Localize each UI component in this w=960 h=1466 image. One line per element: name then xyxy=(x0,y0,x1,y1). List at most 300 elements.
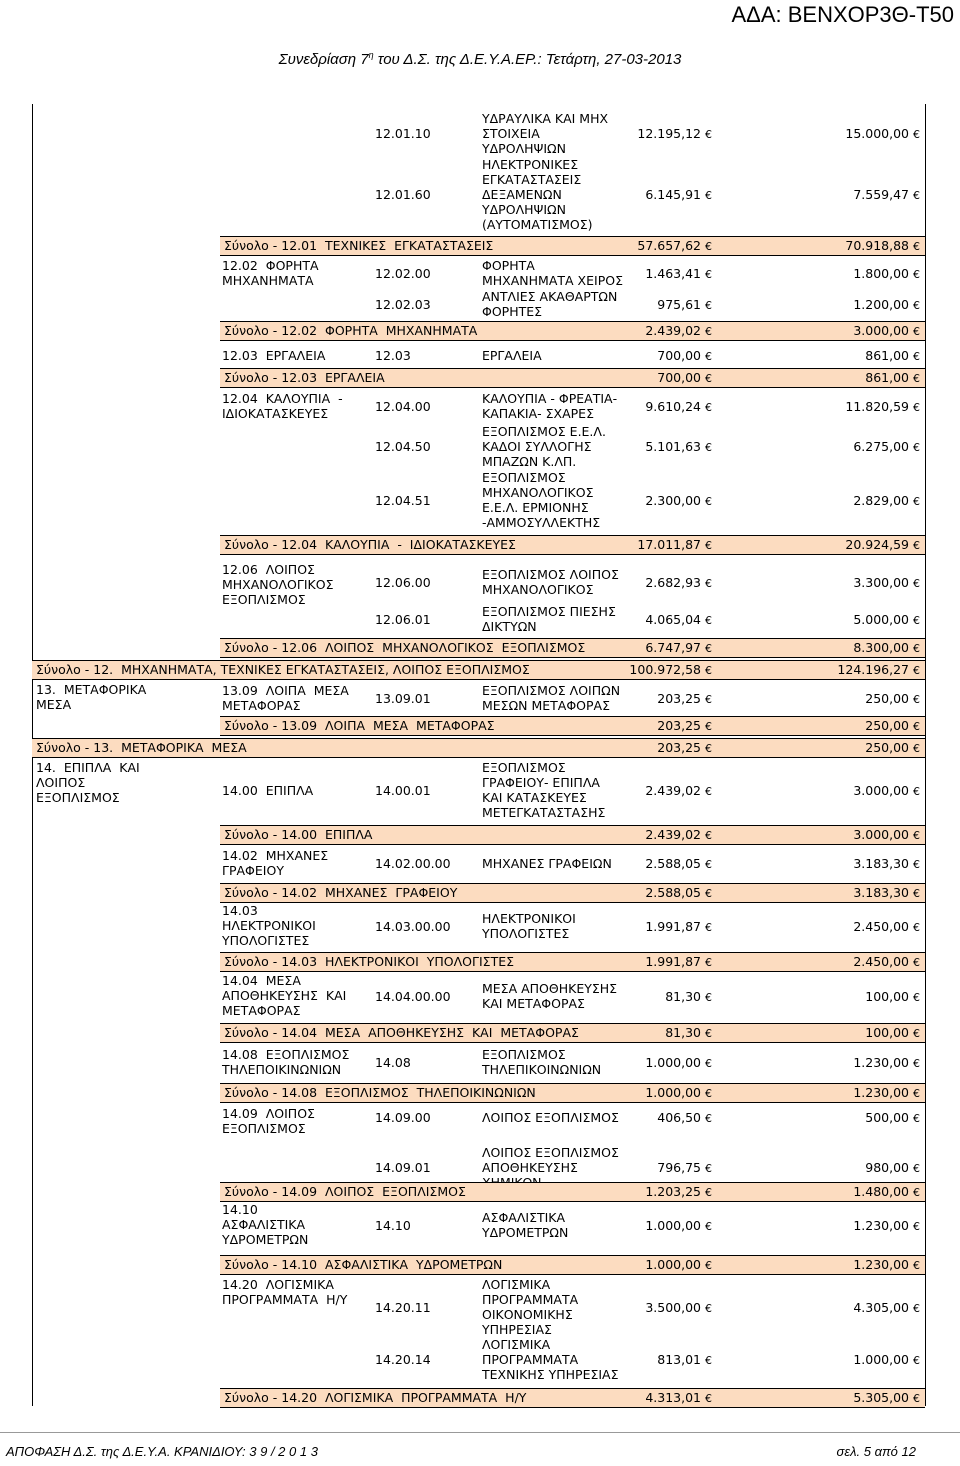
account-description: ΚΑΛΟΥΠΙΑ - ΦΡΕΑΤΙΑ- ΚΑΠΑΚΙΑ- ΣΧΑΡΕΣ xyxy=(482,391,618,421)
amount-estimate xyxy=(592,1300,712,1316)
total-label: Σύνολο - 12.01 ΤΕΧΝΙΚΕΣ ΕΓΚΑΤΑΣΤΑΣΕΙΣ xyxy=(224,238,494,253)
amount-estimate-value: 3.500,00 xyxy=(645,1299,701,1315)
total-label: Σύνολο - 14.20 ΛΟΓΙΣΜΙΚΑ ΠΡΟΓΡΑΜΜΑΤΑ Η/Υ xyxy=(224,1390,527,1405)
euro-sign-icon: € xyxy=(705,324,712,338)
total-amount-budget-value: 20.924,59 xyxy=(845,536,909,552)
total-amount-estimate xyxy=(592,537,712,553)
account-code: 12.04.00 xyxy=(375,398,431,414)
total-amount-estimate-value: 17.011,87 xyxy=(637,536,701,552)
euro-sign-icon: € xyxy=(913,1353,920,1367)
total-amount-budget xyxy=(800,827,920,843)
main-category: 14. ΕΠΙΠΛΑ ΚΑΙ ΛΟΙΠΟΣ ΕΞΟΠΛΙΣΜΟΣ xyxy=(36,760,140,805)
total-amount-budget xyxy=(800,238,920,254)
euro-sign-icon: € xyxy=(705,1219,712,1233)
total-amount-estimate xyxy=(592,1085,712,1101)
total-amount-budget-value: 5.305,00 xyxy=(853,1389,909,1405)
amount-estimate xyxy=(592,266,712,282)
total-amount-budget-value: 3.183,30 xyxy=(853,884,909,900)
euro-sign-icon: € xyxy=(913,1185,920,1199)
euro-sign-icon: € xyxy=(913,613,920,627)
euro-sign-icon: € xyxy=(705,1056,712,1070)
amount-estimate-value: 1.000,00 xyxy=(645,1054,701,1070)
euro-sign-icon: € xyxy=(913,576,920,590)
total-label: Σύνολο - 14.08 ΕΞΟΠΛΙΣΜΟΣ ΤΗΛΕΠΟΙΚΙΝΩΝΙΩΝ xyxy=(224,1085,536,1100)
euro-sign-icon: € xyxy=(913,955,920,969)
euro-sign-icon: € xyxy=(705,400,712,414)
euro-sign-icon: € xyxy=(705,1161,712,1175)
amount-estimate xyxy=(592,1055,712,1071)
amount-estimate xyxy=(592,297,712,313)
euro-sign-icon: € xyxy=(913,324,920,338)
account-description: ΕΞΟΠΛΙΣΜΟΣ ΛΟΙΠΩΝ ΜΕΣΩΝ ΜΕΤΑΦΟΡΑΣ xyxy=(482,683,621,713)
total-amount-estimate-value: 2.439,02 xyxy=(645,322,701,338)
amount-estimate xyxy=(592,919,712,935)
total-amount-budget xyxy=(800,1025,920,1041)
euro-sign-icon: € xyxy=(913,298,920,312)
euro-sign-icon: € xyxy=(705,1086,712,1100)
amount-estimate xyxy=(592,439,712,455)
euro-sign-icon: € xyxy=(913,349,920,363)
total-amount-budget-value: 1.230,00 xyxy=(853,1256,909,1272)
amount-budget-value: 15.000,00 xyxy=(845,125,909,141)
total-amount-estimate xyxy=(592,323,712,339)
euro-sign-icon: € xyxy=(705,1353,712,1367)
euro-sign-icon: € xyxy=(705,886,712,900)
footer-divider xyxy=(0,1432,960,1433)
euro-sign-icon: € xyxy=(705,1391,712,1405)
euro-sign-icon: € xyxy=(705,188,712,202)
euro-sign-icon: € xyxy=(913,920,920,934)
total-amount-estimate-value: 1.000,00 xyxy=(645,1256,701,1272)
account-code: 12.06.01 xyxy=(375,611,431,627)
total-amount-budget xyxy=(800,640,920,656)
total-amount-estimate-value: 2.588,05 xyxy=(645,884,701,900)
euro-sign-icon: € xyxy=(705,1026,712,1040)
total-label: Σύνολο - 14.10 ΑΣΦΑΛΙΣΤΙΚΑ ΥΔΡΟΜΕΤΡΩΝ xyxy=(224,1257,503,1272)
amount-estimate-value: 1.000,00 xyxy=(645,1217,701,1233)
group-category: 14.02 ΜΗΧΑΝΕΣ ΓΡΑΦΕΙΟΥ xyxy=(222,848,329,878)
amount-budget xyxy=(800,691,920,707)
euro-sign-icon: € xyxy=(705,440,712,454)
account-code: 14.04.00.00 xyxy=(375,988,451,1004)
total-amount-budget xyxy=(800,537,920,553)
footer-decision: ΑΠΟΦΑΣΗ Δ.Σ. της Δ.Ε.Υ.Α. ΚΡΑΝΙΔΙΟΥ: 3 9 / 2 0 1 3 xyxy=(6,1444,318,1459)
amount-estimate xyxy=(592,856,712,872)
euro-sign-icon: € xyxy=(705,828,712,842)
euro-sign-icon: € xyxy=(913,1111,920,1125)
ada-code: ΑΔΑ: ΒΕΝΧΟΡ3Θ-Τ50 xyxy=(731,2,954,27)
euro-sign-icon: € xyxy=(705,349,712,363)
total-label: Σύνολο - 14.03 ΗΛΕΚΤΡΟΝΙΚΟΙ ΥΠΟΛΟΓΙΣΤΕΣ xyxy=(224,954,515,969)
total-amount-estimate xyxy=(592,740,712,756)
account-code: 12.04.51 xyxy=(375,492,431,508)
amount-budget-value: 100,00 xyxy=(865,988,909,1004)
total-amount-estimate-value: 203,25 xyxy=(657,739,701,755)
euro-sign-icon: € xyxy=(913,1056,920,1070)
amount-budget xyxy=(800,1110,920,1126)
amount-budget xyxy=(800,399,920,415)
main-category: 13. ΜΕΤΑΦΟΡΙΚΑ ΜΕΣΑ xyxy=(36,682,147,712)
account-code: 12.01.60 xyxy=(375,186,431,202)
euro-sign-icon: € xyxy=(913,188,920,202)
total-amount-estimate xyxy=(592,885,712,901)
euro-sign-icon: € xyxy=(913,886,920,900)
amount-budget xyxy=(800,1300,920,1316)
total-amount-budget xyxy=(800,1390,920,1406)
group-category: 14.00 ΕΠΙΠΛΑ xyxy=(222,782,314,798)
euro-sign-icon: € xyxy=(913,990,920,1004)
footer xyxy=(6,1444,916,1459)
amount-estimate-value: 700,00 xyxy=(657,347,701,363)
euro-sign-icon: € xyxy=(705,267,712,281)
euro-sign-icon: € xyxy=(913,1026,920,1040)
total-amount-budget-value: 100,00 xyxy=(865,1024,909,1040)
account-code: 12.04.50 xyxy=(375,438,431,454)
total-amount-estimate-value: 1.000,00 xyxy=(645,1084,701,1100)
amount-estimate xyxy=(592,126,712,142)
amount-estimate-value: 813,01 xyxy=(657,1351,701,1367)
total-amount-budget-value: 1.230,00 xyxy=(853,1084,909,1100)
account-code: 14.20.14 xyxy=(375,1351,431,1367)
account-description: ΕΡΓΑΛΕΙΑ xyxy=(482,347,542,363)
total-amount-estimate xyxy=(592,1025,712,1041)
amount-budget xyxy=(800,612,920,628)
group-category: 12.04 ΚΑΛΟΥΠΙΑ - ΙΔΙΟΚΑΤΑΣΚΕΥΕΣ xyxy=(222,391,343,421)
account-description: ΑΣΦΑΛΙΣΤΙΚΑ ΥΔΡΟΜΕΤΡΩΝ xyxy=(482,1210,569,1240)
euro-sign-icon: € xyxy=(705,239,712,253)
euro-sign-icon: € xyxy=(913,741,920,755)
total-amount-budget-value: 8.300,00 xyxy=(853,639,909,655)
amount-budget-value: 4.305,00 xyxy=(853,1299,909,1315)
account-code: 12.03 xyxy=(375,347,411,363)
total-amount-estimate xyxy=(592,718,712,734)
amount-budget-value: 980,00 xyxy=(865,1159,909,1175)
account-description: ΥΔΡΑΥΛΙΚΑ ΚΑΙ ΜΗΧ ΣΤΟΙΧΕΙΑ ΥΔΡΟΛΗΨΙΩΝ xyxy=(482,110,609,156)
total-amount-budget-value: 124.196,27 xyxy=(837,661,909,677)
total-label: Σύνολο - 14.02 ΜΗΧΑΝΕΣ ΓΡΑΦΕΙΟΥ xyxy=(224,885,458,900)
euro-sign-icon: € xyxy=(913,857,920,871)
account-description: ΗΛΕΚΤΡΟΝΙΚΕΣ ΕΓΚΑΤΑΣΤΑΣΕΙΣ ΔΕΞΑΜΕΝΩΝ ΥΔΡΟΛΗΨΙΩΝ (ΑΥΤΟΜΑΤΙΣΜΟΣ) xyxy=(482,156,593,232)
account-code: 14.20.11 xyxy=(375,1299,431,1315)
account-description: ΛΟΙΠΟΣ ΕΞΟΠΛΙΣΜΟΣ xyxy=(482,1109,619,1125)
account-description: ΕΞΟΠΛΙΣΜΟΣ ΓΡΑΦΕΙΟΥ- ΕΠΙΠΛΑ ΚΑΙ ΚΑΤΑΣΚΕΥΕΣ ΜΕΤΕΓΚΑΤΑΣΤΑΣΗΣ xyxy=(482,760,606,820)
total-amount-budget-value: 1.480,00 xyxy=(853,1183,909,1199)
account-description: ΑΝΤΛΙΕΣ ΑΚΑΘΑΡΤΩΝ ΦΟΡΗΤΕΣ xyxy=(482,289,618,319)
euro-sign-icon: € xyxy=(705,576,712,590)
euro-sign-icon: € xyxy=(705,990,712,1004)
total-label: Σύνολο - 13.09 ΛΟΙΠΑ ΜΕΣΑ ΜΕΤΑΦΟΡΑΣ xyxy=(224,718,495,733)
account-description: ΦΟΡΗΤΑ ΜΗΧΑΝΗΜΑΤΑ ΧΕΙΡΟΣ xyxy=(482,258,623,288)
amount-budget-value: 1.800,00 xyxy=(853,265,909,281)
amount-budget-value: 11.820,59 xyxy=(845,398,909,414)
amount-estimate-value: 2.439,02 xyxy=(645,782,701,798)
total-amount-budget xyxy=(800,662,920,678)
total-amount-budget-value: 70.918,88 xyxy=(845,237,909,253)
amount-budget xyxy=(800,266,920,282)
account-description: ΜΗΧΑΝΕΣ ΓΡΑΦΕΙΩΝ xyxy=(482,855,612,871)
amount-estimate-value: 203,25 xyxy=(657,690,701,706)
amount-budget xyxy=(800,126,920,142)
total-amount-budget-value: 250,00 xyxy=(865,739,909,755)
group-category: 13.09 ΛΟΙΠΑ ΜΕΣΑ ΜΕΤΑΦΟΡΑΣ xyxy=(222,683,349,713)
total-amount-budget xyxy=(800,885,920,901)
amount-budget-value: 3.300,00 xyxy=(853,574,909,590)
amount-budget-value: 3.000,00 xyxy=(853,782,909,798)
amount-estimate-value: 2.682,93 xyxy=(645,574,701,590)
amount-estimate xyxy=(592,1110,712,1126)
account-description: ΗΛΕΚΤΡΟΝΙΚΟΙ ΥΠΟΛΟΓΙΣΤΕΣ xyxy=(482,911,576,941)
amount-budget-value: 3.183,30 xyxy=(853,855,909,871)
account-description: ΕΞΟΠΛΙΣΜΟΣ Ε.Ε.Λ. ΚΑΔΟΙ ΣΥΛΛΟΓΗΣ ΜΠΑΖΩΝ Κ.ΛΠ. xyxy=(482,424,606,469)
euro-sign-icon: € xyxy=(705,371,712,385)
euro-sign-icon: € xyxy=(913,239,920,253)
total-amount-estimate-value: 6.747,97 xyxy=(645,639,701,655)
group-category: 14.10 ΑΣΦΑΛΙΣΤΙΚΑ ΥΔΡΟΜΕΤΡΩΝ xyxy=(222,1202,309,1247)
euro-sign-icon: € xyxy=(913,1301,920,1315)
euro-sign-icon: € xyxy=(913,400,920,414)
total-amount-estimate-value: 81,30 xyxy=(665,1024,701,1040)
total-amount-estimate-value: 1.203,25 xyxy=(645,1183,701,1199)
total-amount-estimate xyxy=(592,1257,712,1273)
amount-estimate-value: 12.195,12 xyxy=(637,125,701,141)
euro-sign-icon: € xyxy=(913,127,920,141)
account-code: 12.06.00 xyxy=(375,574,431,590)
amount-budget xyxy=(800,783,920,799)
amount-estimate-value: 796,75 xyxy=(657,1159,701,1175)
amount-budget-value: 2.450,00 xyxy=(853,918,909,934)
amount-estimate xyxy=(592,691,712,707)
total-label: Σύνολο - 12.02 ΦΟΡΗΤΑ ΜΗΧΑΝΗΜΑΤΑ xyxy=(224,323,478,338)
amount-estimate-value: 6.145,91 xyxy=(645,186,701,202)
account-code: 12.02.00 xyxy=(375,265,431,281)
account-code: 12.01.10 xyxy=(375,125,431,141)
amount-estimate xyxy=(592,1218,712,1234)
total-label: Σύνολο - 12.04 ΚΑΛΟΥΠΙΑ - ΙΔΙΟΚΑΤΑΣΚΕΥΕΣ xyxy=(224,537,516,552)
account-code: 14.03.00.00 xyxy=(375,918,451,934)
amount-budget-value: 1.230,00 xyxy=(853,1054,909,1070)
total-amount-estimate-value: 2.439,02 xyxy=(645,826,701,842)
total-label: Σύνολο - 13. ΜΕΤΑΦΟΡΙΚΑ ΜΕΣΑ xyxy=(36,740,247,755)
total-label: Σύνολο - 14.09 ΛΟΙΠΟΣ ΕΞΟΠΛΙΣΜΟΣ xyxy=(224,1184,466,1199)
amount-budget xyxy=(800,1218,920,1234)
amount-estimate-value: 975,61 xyxy=(657,296,701,312)
amount-estimate xyxy=(592,575,712,591)
amount-budget xyxy=(800,856,920,872)
total-label: Σύνολο - 12.03 ΕΡΓΑΛΕΙΑ xyxy=(224,370,385,385)
total-amount-budget-value: 3.000,00 xyxy=(853,826,909,842)
amount-budget-value: 6.275,00 xyxy=(853,438,909,454)
amount-estimate-value: 81,30 xyxy=(665,988,701,1004)
account-code: 13.09.01 xyxy=(375,690,431,706)
amount-budget xyxy=(800,493,920,509)
account-code: 14.10 xyxy=(375,1217,411,1233)
amount-estimate xyxy=(592,783,712,799)
euro-sign-icon: € xyxy=(913,784,920,798)
group-category: 14.09 ΛΟΙΠΟΣ ΕΞΟΠΛΙΣΜΟΣ xyxy=(222,1106,315,1136)
amount-estimate-value: 1.991,87 xyxy=(645,918,701,934)
total-amount-estimate-value: 700,00 xyxy=(657,369,701,385)
total-label: Σύνολο - 14.04 ΜΕΣΑ ΑΠΟΘΗΚΕΥΣΗΣ ΚΑΙ ΜΕΤΑΦΟΡΑΣ xyxy=(224,1025,579,1040)
euro-sign-icon: € xyxy=(705,1258,712,1272)
amount-estimate xyxy=(592,612,712,628)
total-amount-budget xyxy=(800,1085,920,1101)
euro-sign-icon: € xyxy=(705,1301,712,1315)
euro-sign-icon: € xyxy=(913,1086,920,1100)
euro-sign-icon: € xyxy=(705,613,712,627)
euro-sign-icon: € xyxy=(913,641,920,655)
amount-budget-value: 5.000,00 xyxy=(853,611,909,627)
total-amount-budget xyxy=(800,954,920,970)
grand-total-row xyxy=(32,660,925,680)
amount-budget-value: 500,00 xyxy=(865,1109,909,1125)
amount-budget-value: 1.000,00 xyxy=(853,1351,909,1367)
account-description: ΜΕΣΑ ΑΠΟΘΗΚΕΥΣΗΣ ΚΑΙ ΜΕΤΑΦΟΡΑΣ xyxy=(482,981,618,1011)
euro-sign-icon: € xyxy=(705,494,712,508)
account-description: ΕΞΟΠΛΙΣΜΟΣ ΜΗΧΑΝΟΛΟΓΙΚΟΣ Ε.Ε.Λ. ΕΡΜΙΟΝΗΣ -ΑΜΜΟΣΥΛΛΕΚΤΗΣ xyxy=(482,470,601,530)
amount-estimate-value: 2.588,05 xyxy=(645,855,701,871)
total-label: Σύνολο - 12. ΜΗΧΑΝΗΜΑΤΑ, ΤΕΧΝΙΚΕΣ ΕΓΚΑΤΑΣΤΑΣΕΙΣ, ΛΟΙΠΟΣ ΕΞΟΠΛΙΣΜΟΣ xyxy=(36,662,530,677)
amount-budget xyxy=(800,1352,920,1368)
total-amount-budget-value: 250,00 xyxy=(865,717,909,733)
total-amount-estimate xyxy=(592,954,712,970)
total-amount-estimate xyxy=(592,1184,712,1200)
total-amount-budget xyxy=(800,1184,920,1200)
table-right-border xyxy=(925,104,926,1406)
grand-total-row xyxy=(32,738,925,758)
euro-sign-icon: € xyxy=(705,857,712,871)
account-description: ΛΟΓΙΣΜΙΚΑ ΠΡΟΓΡΑΜΜΑΤΑ ΟΙΚΟΝΟΜΙΚΗΣ ΥΠΗΡΕΣΙΑΣ xyxy=(482,1277,579,1337)
amount-budget-value: 2.829,00 xyxy=(853,492,909,508)
total-amount-budget xyxy=(800,370,920,386)
total-amount-estimate xyxy=(592,370,712,386)
euro-sign-icon: € xyxy=(705,692,712,706)
group-category: 14.03 ΗΛΕΚΤΡΟΝΙΚΟΙ ΥΠΟΛΟΓΙΣΤΕΣ xyxy=(222,903,316,948)
amount-budget-value: 1.200,00 xyxy=(853,296,909,312)
footer-page: σελ. 5 από 12 xyxy=(836,1444,916,1459)
total-amount-budget-value: 2.450,00 xyxy=(853,953,909,969)
amount-budget xyxy=(800,187,920,203)
account-description: ΕΞΟΠΛΙΣΜΟΣ ΠΙΕΣΗΣ ΔΙΚΤΥΩΝ xyxy=(482,604,616,634)
total-amount-estimate xyxy=(592,1390,712,1406)
session-header: Συνεδρίαση $7^\eta$ του Δ.Σ. της Δ.Ε.Υ.Α.ΕΡ.: Τετάρτη, 27-03-2013 xyxy=(278,50,682,68)
account-description: ΕΞΟΠΛΙΣΜΟΣ ΤΗΛΕΠΙΚΟΙΝΩΝΙΩΝ xyxy=(482,1047,602,1077)
account-code: 14.00.01 xyxy=(375,782,431,798)
euro-sign-icon: € xyxy=(913,494,920,508)
amount-budget xyxy=(800,575,920,591)
amount-budget-value: 1.230,00 xyxy=(853,1217,909,1233)
amount-estimate-value: 9.610,24 xyxy=(645,398,701,414)
account-code: 12.02.03 xyxy=(375,296,431,312)
amount-estimate-value: 5.101,63 xyxy=(645,438,701,454)
total-amount-budget-value: 3.000,00 xyxy=(853,322,909,338)
amount-estimate xyxy=(592,399,712,415)
account-code: 14.09.00 xyxy=(375,1109,431,1125)
euro-sign-icon: € xyxy=(705,538,712,552)
total-amount-estimate-value: 4.313,01 xyxy=(645,1389,701,1405)
euro-sign-icon: € xyxy=(913,828,920,842)
amount-budget xyxy=(800,989,920,1005)
euro-sign-icon: € xyxy=(913,267,920,281)
total-amount-budget-value: 861,00 xyxy=(865,369,909,385)
account-code: 14.09.01 xyxy=(375,1159,431,1175)
euro-sign-icon: € xyxy=(913,371,920,385)
amount-estimate-value: 406,50 xyxy=(657,1109,701,1125)
euro-sign-icon: € xyxy=(705,920,712,934)
account-code: 14.08 xyxy=(375,1054,411,1070)
amount-estimate xyxy=(592,348,712,364)
euro-sign-icon: € xyxy=(705,741,712,755)
euro-sign-icon: € xyxy=(705,719,712,733)
group-category: 14.20 ΛΟΓΙΣΜΙΚΑ ΠΡΟΓΡΑΜΜΑΤΑ Η/Υ xyxy=(222,1277,348,1307)
total-amount-estimate xyxy=(592,238,712,254)
total-amount-estimate-value: 1.991,87 xyxy=(645,953,701,969)
euro-sign-icon: € xyxy=(913,692,920,706)
euro-sign-icon: € xyxy=(913,1258,920,1272)
total-amount-budget xyxy=(800,323,920,339)
total-amount-estimate xyxy=(592,640,712,656)
euro-sign-icon: € xyxy=(705,955,712,969)
group-category: 14.08 ΕΞΟΠΛΙΣΜΟΣ ΤΗΛΕΠΟΙΚΙΝΩΝΙΩΝ xyxy=(222,1047,350,1077)
amount-estimate-value: 1.463,41 xyxy=(645,265,701,281)
account-description: ΛΟΓΙΣΜΙΚΑ ΠΡΟΓΡΑΜΜΑΤΑ ΤΕΧΝΙΚΗΣ ΥΠΗΡΕΣΙΑΣ xyxy=(482,1336,619,1382)
total-label: Σύνολο - 12.06 ΛΟΙΠΟΣ ΜΗΧΑΝΟΛΟΓΙΚΟΣ ΕΞΟΠΛΙΣΜΟΣ xyxy=(224,640,586,655)
account-code: 14.02.00.00 xyxy=(375,855,451,871)
amount-budget xyxy=(800,297,920,313)
euro-sign-icon: € xyxy=(913,719,920,733)
total-amount-budget xyxy=(800,1257,920,1273)
euro-sign-icon: € xyxy=(913,663,920,677)
amount-estimate-value: 4.065,04 xyxy=(645,611,701,627)
group-category: 14.04 ΜΕΣΑ ΑΠΟΘΗΚΕΥΣΗΣ ΚΑΙ ΜΕΤΑΦΟΡΑΣ xyxy=(222,973,347,1018)
group-category: 12.06 ΛΟΙΠΟΣ ΜΗΧΑΝΟΛΟΓΙΚΟΣ ΕΞΟΠΛΙΣΜΟΣ xyxy=(222,562,334,607)
amount-budget-value: 250,00 xyxy=(865,690,909,706)
total-amount-estimate xyxy=(592,827,712,843)
amount-budget-value: 7.559,47 xyxy=(853,186,909,202)
group-category: 12.03 ΕΡΓΑΛΕΙΑ xyxy=(222,347,326,363)
euro-sign-icon: € xyxy=(705,298,712,312)
amount-estimate xyxy=(592,187,712,203)
total-amount-budget xyxy=(800,718,920,734)
euro-sign-icon: € xyxy=(913,1219,920,1233)
amount-budget xyxy=(800,1055,920,1071)
euro-sign-icon: € xyxy=(705,663,712,677)
total-label: Σύνολο - 14.00 ΕΠΙΠΛΑ xyxy=(224,827,373,842)
euro-sign-icon: € xyxy=(913,538,920,552)
euro-sign-icon: € xyxy=(705,1185,712,1199)
amount-estimate xyxy=(592,1352,712,1368)
euro-sign-icon: € xyxy=(705,641,712,655)
amount-estimate xyxy=(592,493,712,509)
account-description: ΕΞΟΠΛΙΣΜΟΣ ΛΟΙΠΟΣ ΜΗΧΑΝΟΛΟΓΙΚΟΣ xyxy=(482,567,619,597)
euro-sign-icon: € xyxy=(705,784,712,798)
total-amount-estimate-value: 203,25 xyxy=(657,717,701,733)
amount-budget xyxy=(800,1160,920,1176)
amount-estimate-value: 2.300,00 xyxy=(645,492,701,508)
euro-sign-icon: € xyxy=(913,440,920,454)
amount-budget xyxy=(800,348,920,364)
amount-budget xyxy=(800,439,920,455)
euro-sign-icon: € xyxy=(705,127,712,141)
group-category: 12.02 ΦΟΡΗΤΑ ΜΗΧΑΝΗΜΑΤΑ xyxy=(222,258,319,288)
amount-budget-value: 861,00 xyxy=(865,347,909,363)
total-amount-budget xyxy=(800,740,920,756)
amount-estimate xyxy=(592,1160,712,1176)
total-amount-estimate-value: 100.972,58 xyxy=(629,661,701,677)
euro-sign-icon: € xyxy=(913,1391,920,1405)
total-amount-estimate-value: 57.657,62 xyxy=(637,237,701,253)
euro-sign-icon: € xyxy=(913,1161,920,1175)
amount-budget xyxy=(800,919,920,935)
